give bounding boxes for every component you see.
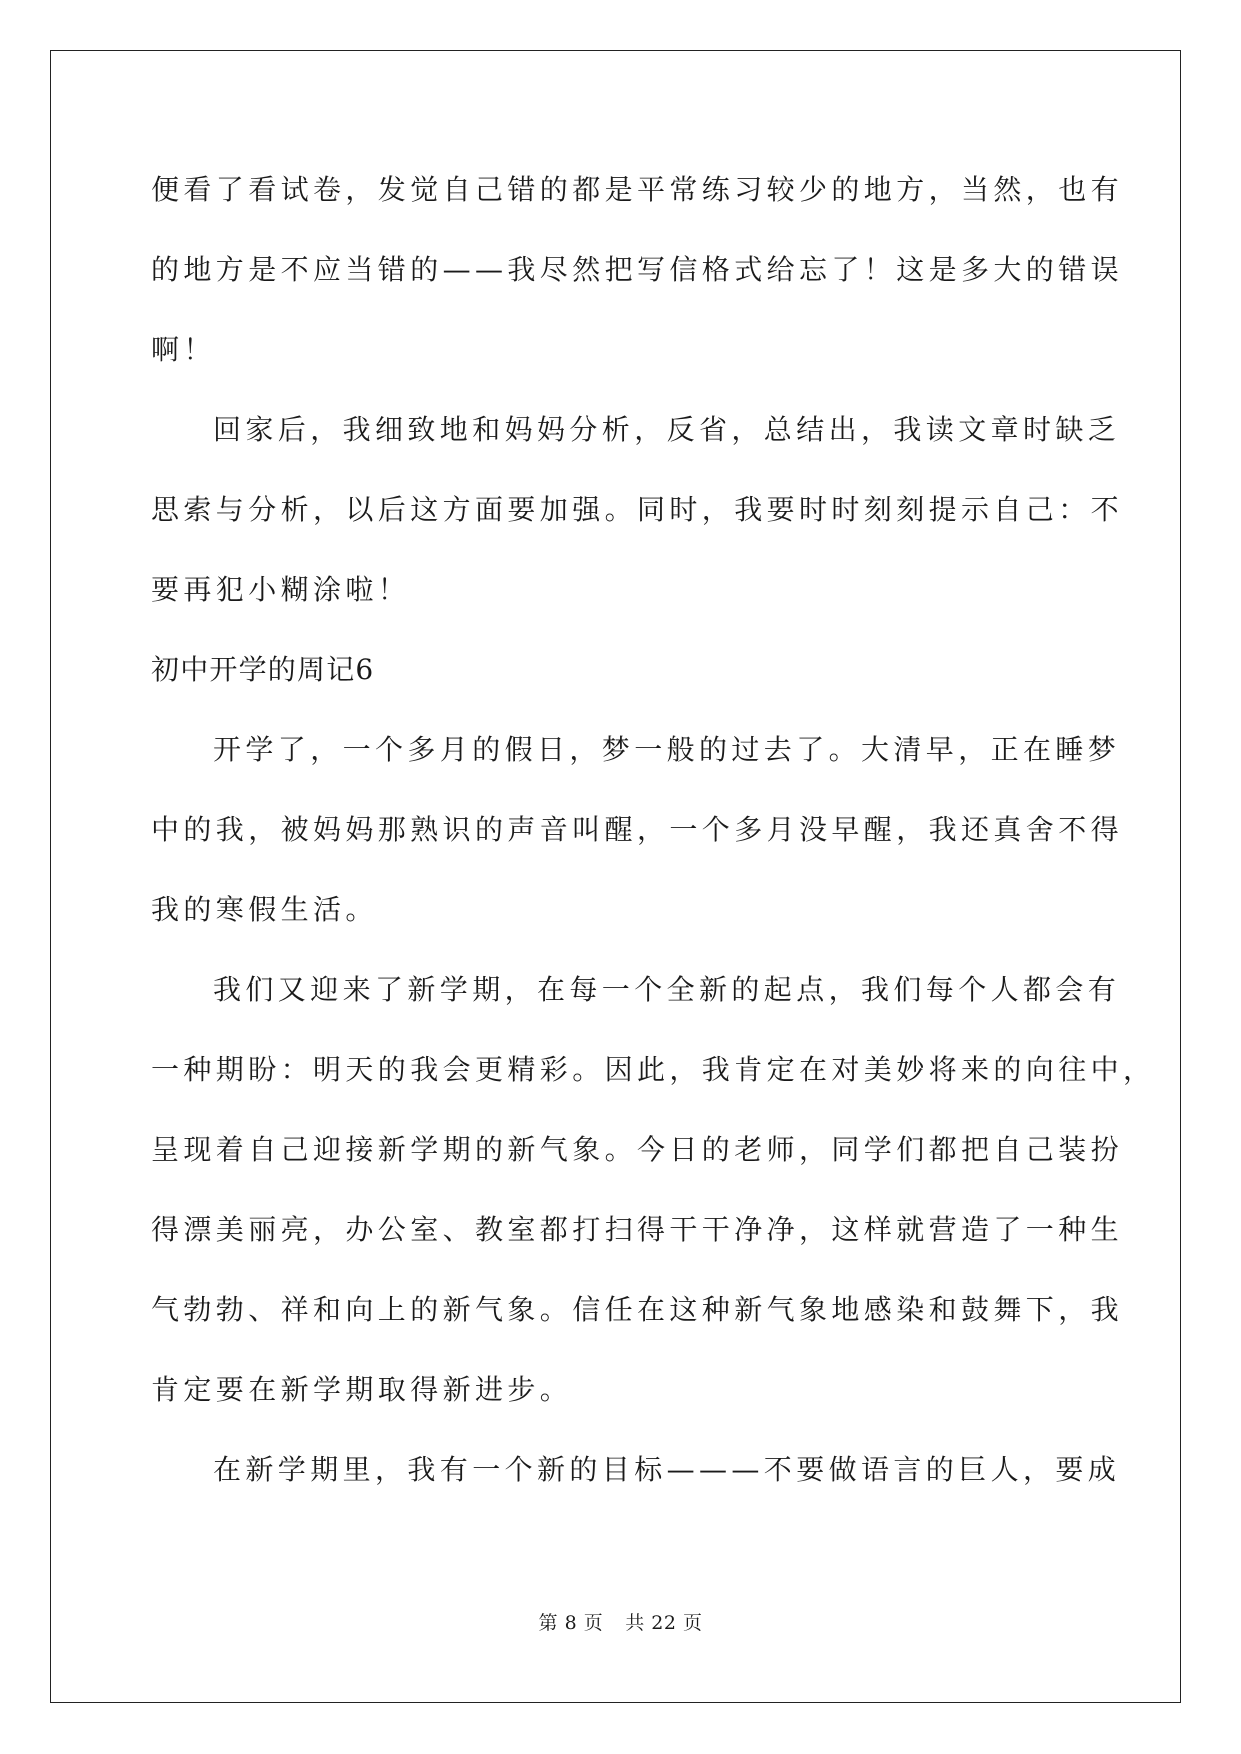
page-total: 共 22 页	[625, 1612, 703, 1634]
text-line: 中的我，被妈妈那熟识的声音叫醒，一个多月没早醒，我还真舍不得	[151, 813, 1124, 846]
paragraph-start-line: 在新学期里，我有一个新的目标———不要做语言的巨人，要成	[213, 1453, 1121, 1486]
text-line: 呈现着自己迎接新学期的新气象。今日的老师，同学们都把自己装扮	[151, 1133, 1124, 1166]
text-line: 得漂美丽亮，办公室、教室都打扫得干干净净，这样就营造了一种生	[151, 1213, 1124, 1246]
text-line: 肯定要在新学期取得新进步。	[151, 1373, 573, 1406]
page-footer	[0, 1611, 1241, 1635]
section-heading: 初中开学的周记6	[151, 653, 375, 686]
text-line: 思索与分析，以后这方面要加强。同时，我要时时刻刻提示自己：不	[151, 493, 1124, 526]
text-line: 啊！	[151, 333, 216, 366]
text-line: 要再犯小糊涂啦！	[151, 573, 411, 606]
text-line: 气勃勃、祥和向上的新气象。信任在这种新气象地感染和鼓舞下，我	[151, 1293, 1124, 1326]
page-number: 第 8 页	[538, 1612, 604, 1634]
paragraph-start-line: 回家后，我细致地和妈妈分析，反省，总结出，我读文章时缺乏	[213, 413, 1121, 446]
text-line: 便看了看试卷，发觉自己错的都是平常练习较少的地方，当然，也有	[151, 173, 1124, 206]
paragraph-start-line: 我们又迎来了新学期，在每一个全新的起点，我们每个人都会有	[213, 973, 1121, 1006]
text-line: 一种期盼：明天的我会更精彩。因此，我肯定在对美妙将来的向往中，	[151, 1053, 1156, 1086]
paragraph-start-line: 开学了，一个多月的假日，梦一般的过去了。大清早，正在睡梦	[213, 733, 1121, 766]
text-line: 的地方是不应当错的——我尽然把写信格式给忘了！这是多大的错误	[151, 253, 1124, 286]
text-line: 我的寒假生活。	[151, 893, 378, 926]
